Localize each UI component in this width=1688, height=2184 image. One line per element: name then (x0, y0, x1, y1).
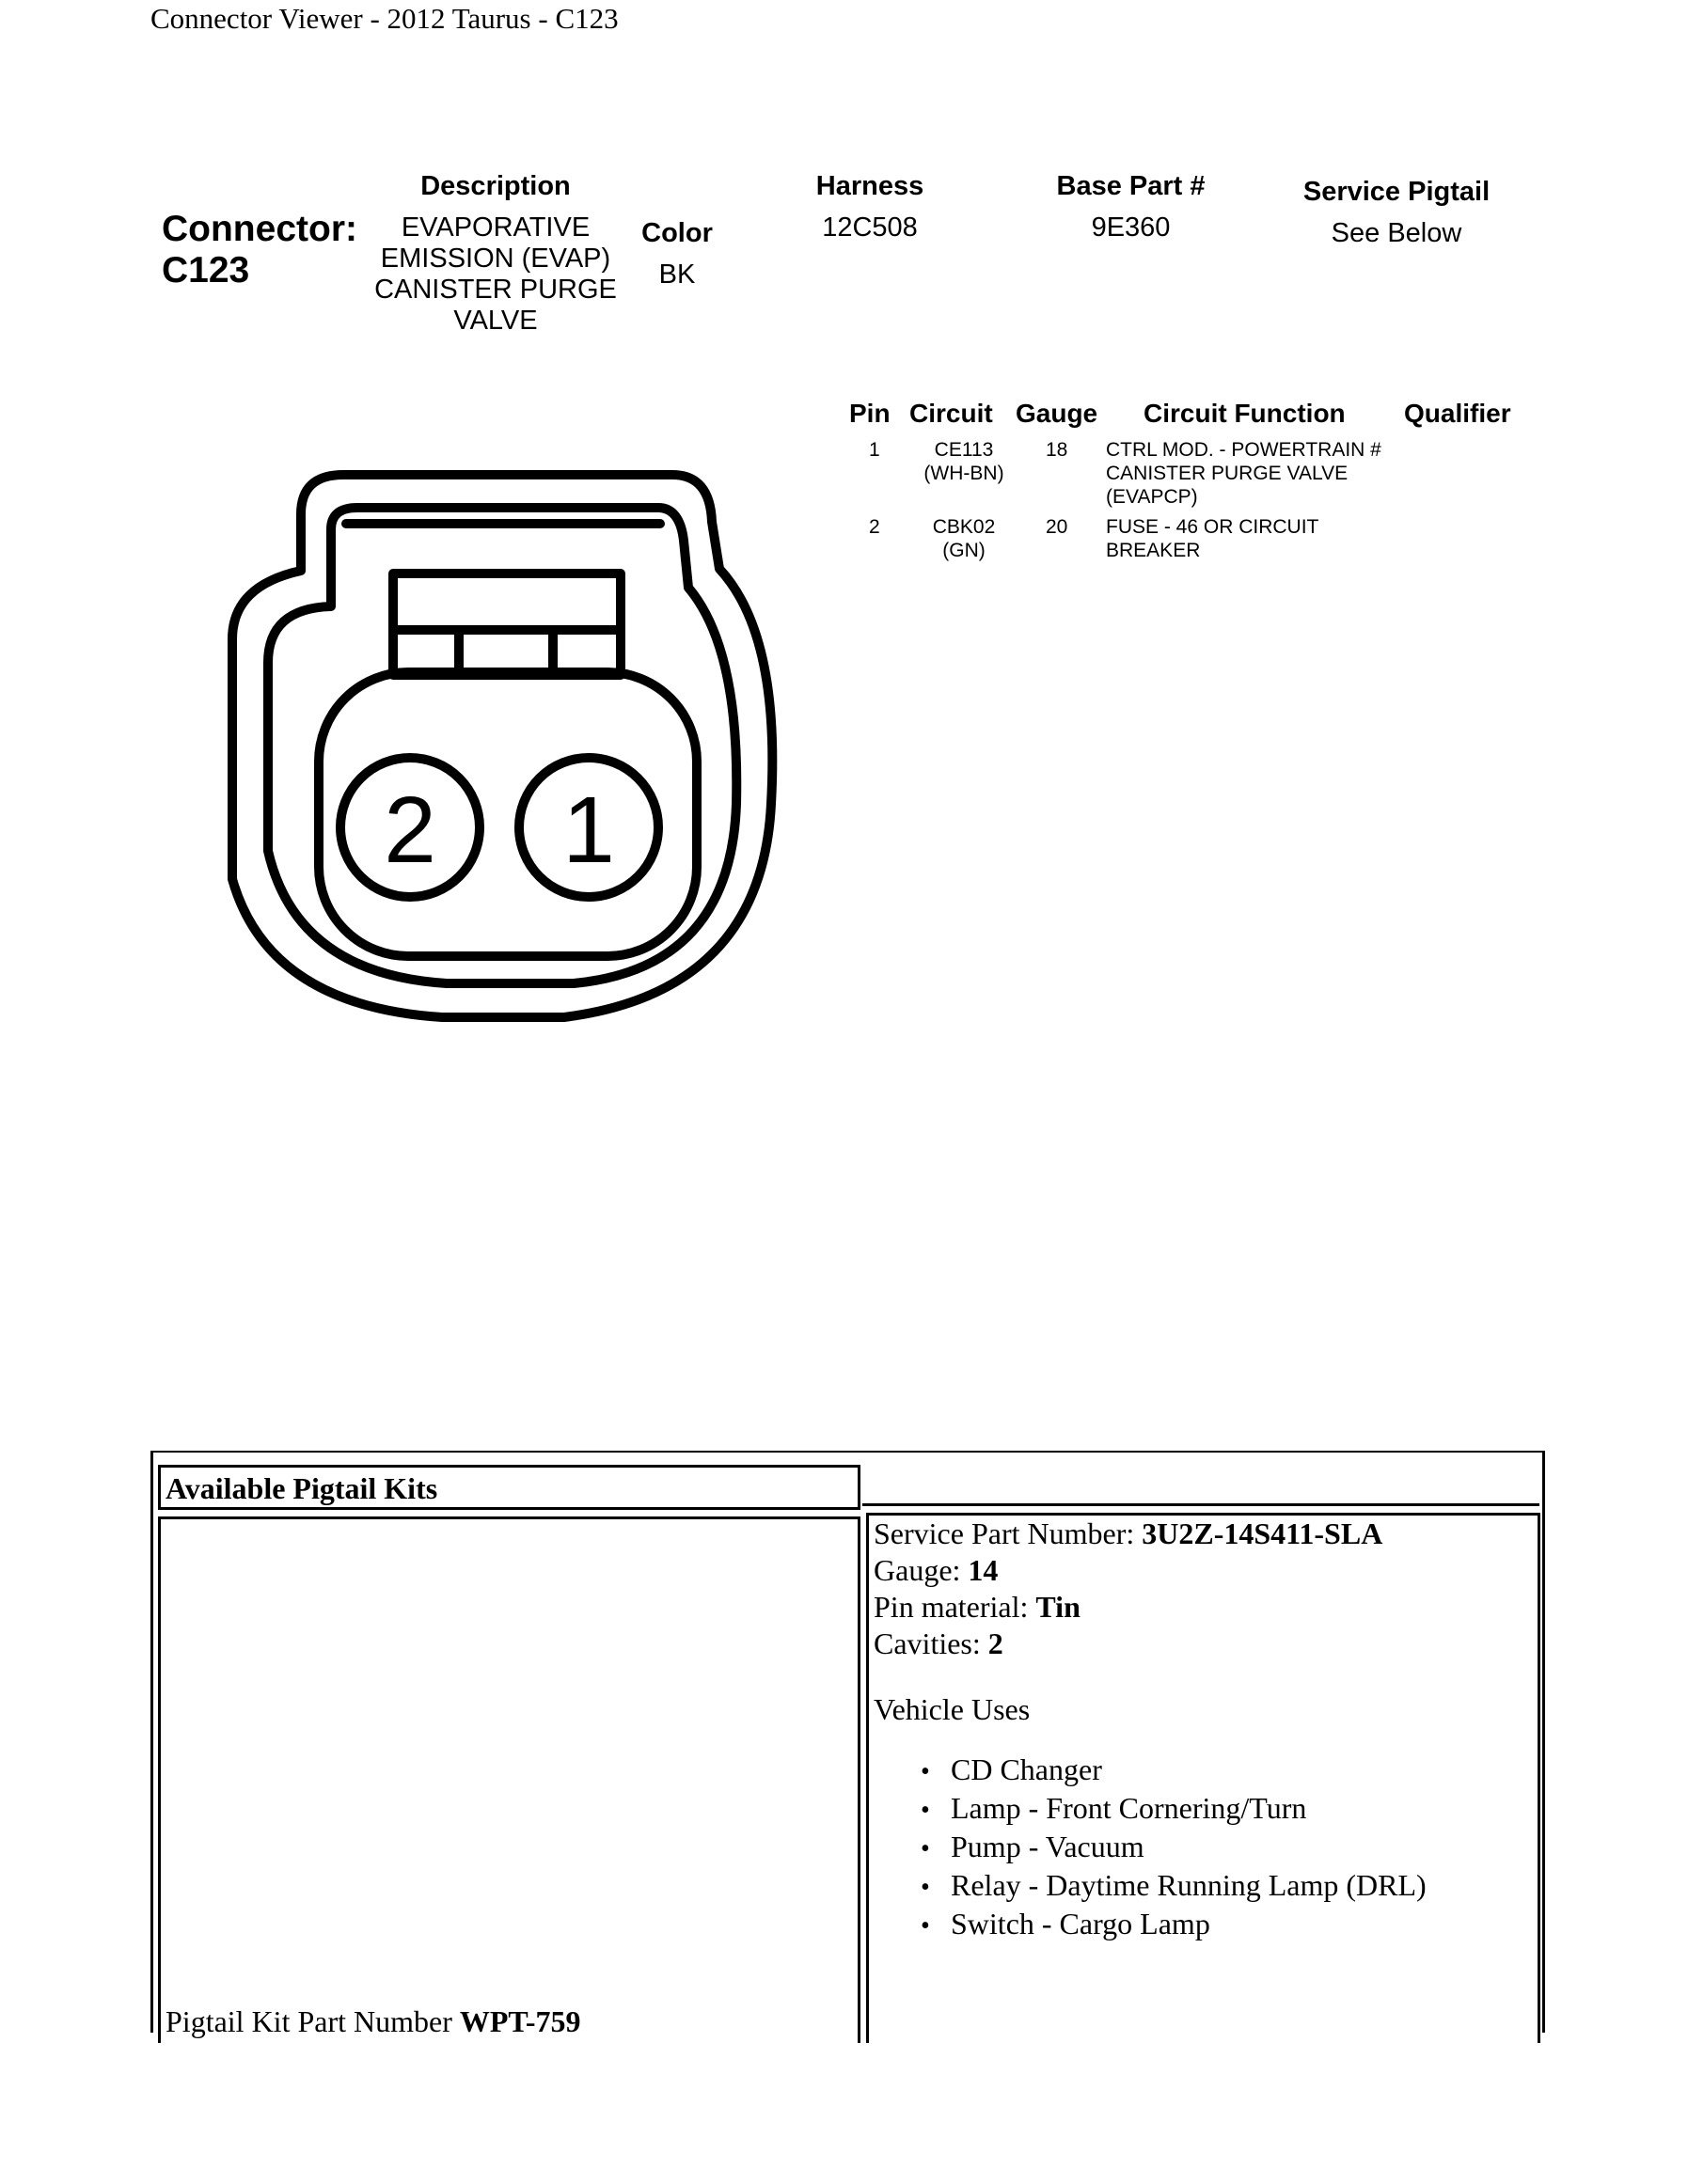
pigtail-kits-table (150, 1451, 1545, 2038)
cavities-label: Cavities: (874, 1626, 988, 1660)
pin-2-label: 2 (384, 778, 436, 883)
circuit-code: CE113 (934, 439, 994, 461)
pin-header: Pin (849, 399, 891, 428)
service-part-value: 3U2Z-14S411-SLA (1142, 1516, 1383, 1550)
base-part-value: 9E360 (1091, 212, 1171, 243)
pin-housing (319, 672, 697, 956)
pin-number: 1 (869, 439, 880, 461)
circuit-cell (912, 515, 1016, 562)
circuit-code: CBK02 (932, 516, 996, 538)
harness-value: 12C508 (822, 212, 918, 243)
list-item: • Switch - Cargo Lamp (921, 1906, 1427, 1944)
description-line: CANISTER PURGE (374, 275, 617, 305)
circuit-color: (GN) (942, 540, 986, 561)
description-line: EMISSION (EVAP) (380, 244, 611, 274)
pin-material-row (874, 1589, 1382, 1626)
connector-label-text: Connector: (162, 209, 357, 249)
pigtail-specs (874, 1516, 1382, 1662)
pigtail-details-cell (866, 1513, 1540, 2043)
service-part-row (874, 1516, 1382, 1552)
gauge-label: Gauge: (874, 1553, 969, 1587)
list-item: • Pump - Vacuum (921, 1829, 1427, 1867)
pigtail-kits-header: Available Pigtail Kits (166, 1471, 438, 1505)
pin-material-value: Tin (1035, 1590, 1081, 1624)
circuit-header: Circuit (909, 399, 993, 428)
function-line: BREAKER (1106, 540, 1201, 561)
function-cell (1106, 515, 1318, 562)
service-pigtail-value: See Below (1331, 218, 1462, 248)
base-part-header: Base Part # (1056, 171, 1206, 201)
kit-label: Pigtail Kit Part Number (166, 2004, 460, 2038)
kit-number: WPT-759 (459, 2004, 581, 2038)
color-header: Color (641, 218, 713, 248)
list-item: • CD Changer (921, 1752, 1427, 1790)
function-line: FUSE - 46 OR CIRCUIT (1106, 516, 1319, 538)
connector-face-diagram (226, 465, 790, 1048)
circuit-cell (912, 438, 1016, 485)
service-part-label: Service Part Number: (874, 1516, 1143, 1550)
gauge-cell: 18 (1046, 439, 1068, 461)
gauge-header: Gauge (1016, 399, 1098, 428)
cavities-value: 2 (987, 1626, 1003, 1660)
description-line: EVAPORATIVE (401, 212, 591, 243)
function-cell (1106, 438, 1381, 509)
gauge-row (874, 1552, 1382, 1589)
color-value: BK (658, 259, 696, 290)
pin-material-label: Pin material: (874, 1590, 1036, 1624)
function-line: CANISTER PURGE VALVE (1106, 463, 1349, 484)
pigtail-empty-header-cell (862, 1465, 1539, 1506)
circuit-color: (WH-BN) (923, 463, 1004, 484)
pigtail-kit-part-number (166, 2004, 580, 2039)
pin-number: 2 (869, 516, 880, 538)
service-pigtail-header: Service Pigtail (1302, 177, 1491, 207)
circuit-function-header: Circuit Function (1144, 399, 1346, 428)
pigtail-kit-cell (158, 1516, 860, 2043)
description-line: VALVE (453, 306, 538, 336)
page-title: Connector Viewer - 2012 Taurus - C123 (150, 2, 619, 35)
qualifier-header: Qualifier (1404, 399, 1511, 428)
gauge-value: 14 (968, 1553, 999, 1587)
vehicle-uses-list (921, 1752, 1427, 1944)
latch-block (393, 573, 621, 630)
description-value (364, 212, 627, 337)
function-line: (EVAPCP) (1106, 486, 1198, 508)
connector-label (162, 209, 357, 291)
connector-inner-shell (268, 508, 736, 983)
connector-id: C123 (162, 250, 250, 291)
description-header: Description (420, 171, 571, 201)
list-item: • Relay - Daytime Running Lamp (DRL) (921, 1867, 1427, 1906)
gauge-cell: 20 (1046, 516, 1068, 538)
vehicle-uses-title: Vehicle Uses (874, 1692, 1031, 1726)
function-line: CTRL MOD. - POWERTRAIN # (1106, 439, 1381, 461)
cavities-row (874, 1626, 1382, 1662)
pin-1-label: 1 (562, 778, 615, 883)
harness-header: Harness (815, 171, 924, 201)
list-item: • Lamp - Front Cornering/Turn (921, 1790, 1427, 1829)
pigtail-kits-header-cell (158, 1465, 860, 1510)
